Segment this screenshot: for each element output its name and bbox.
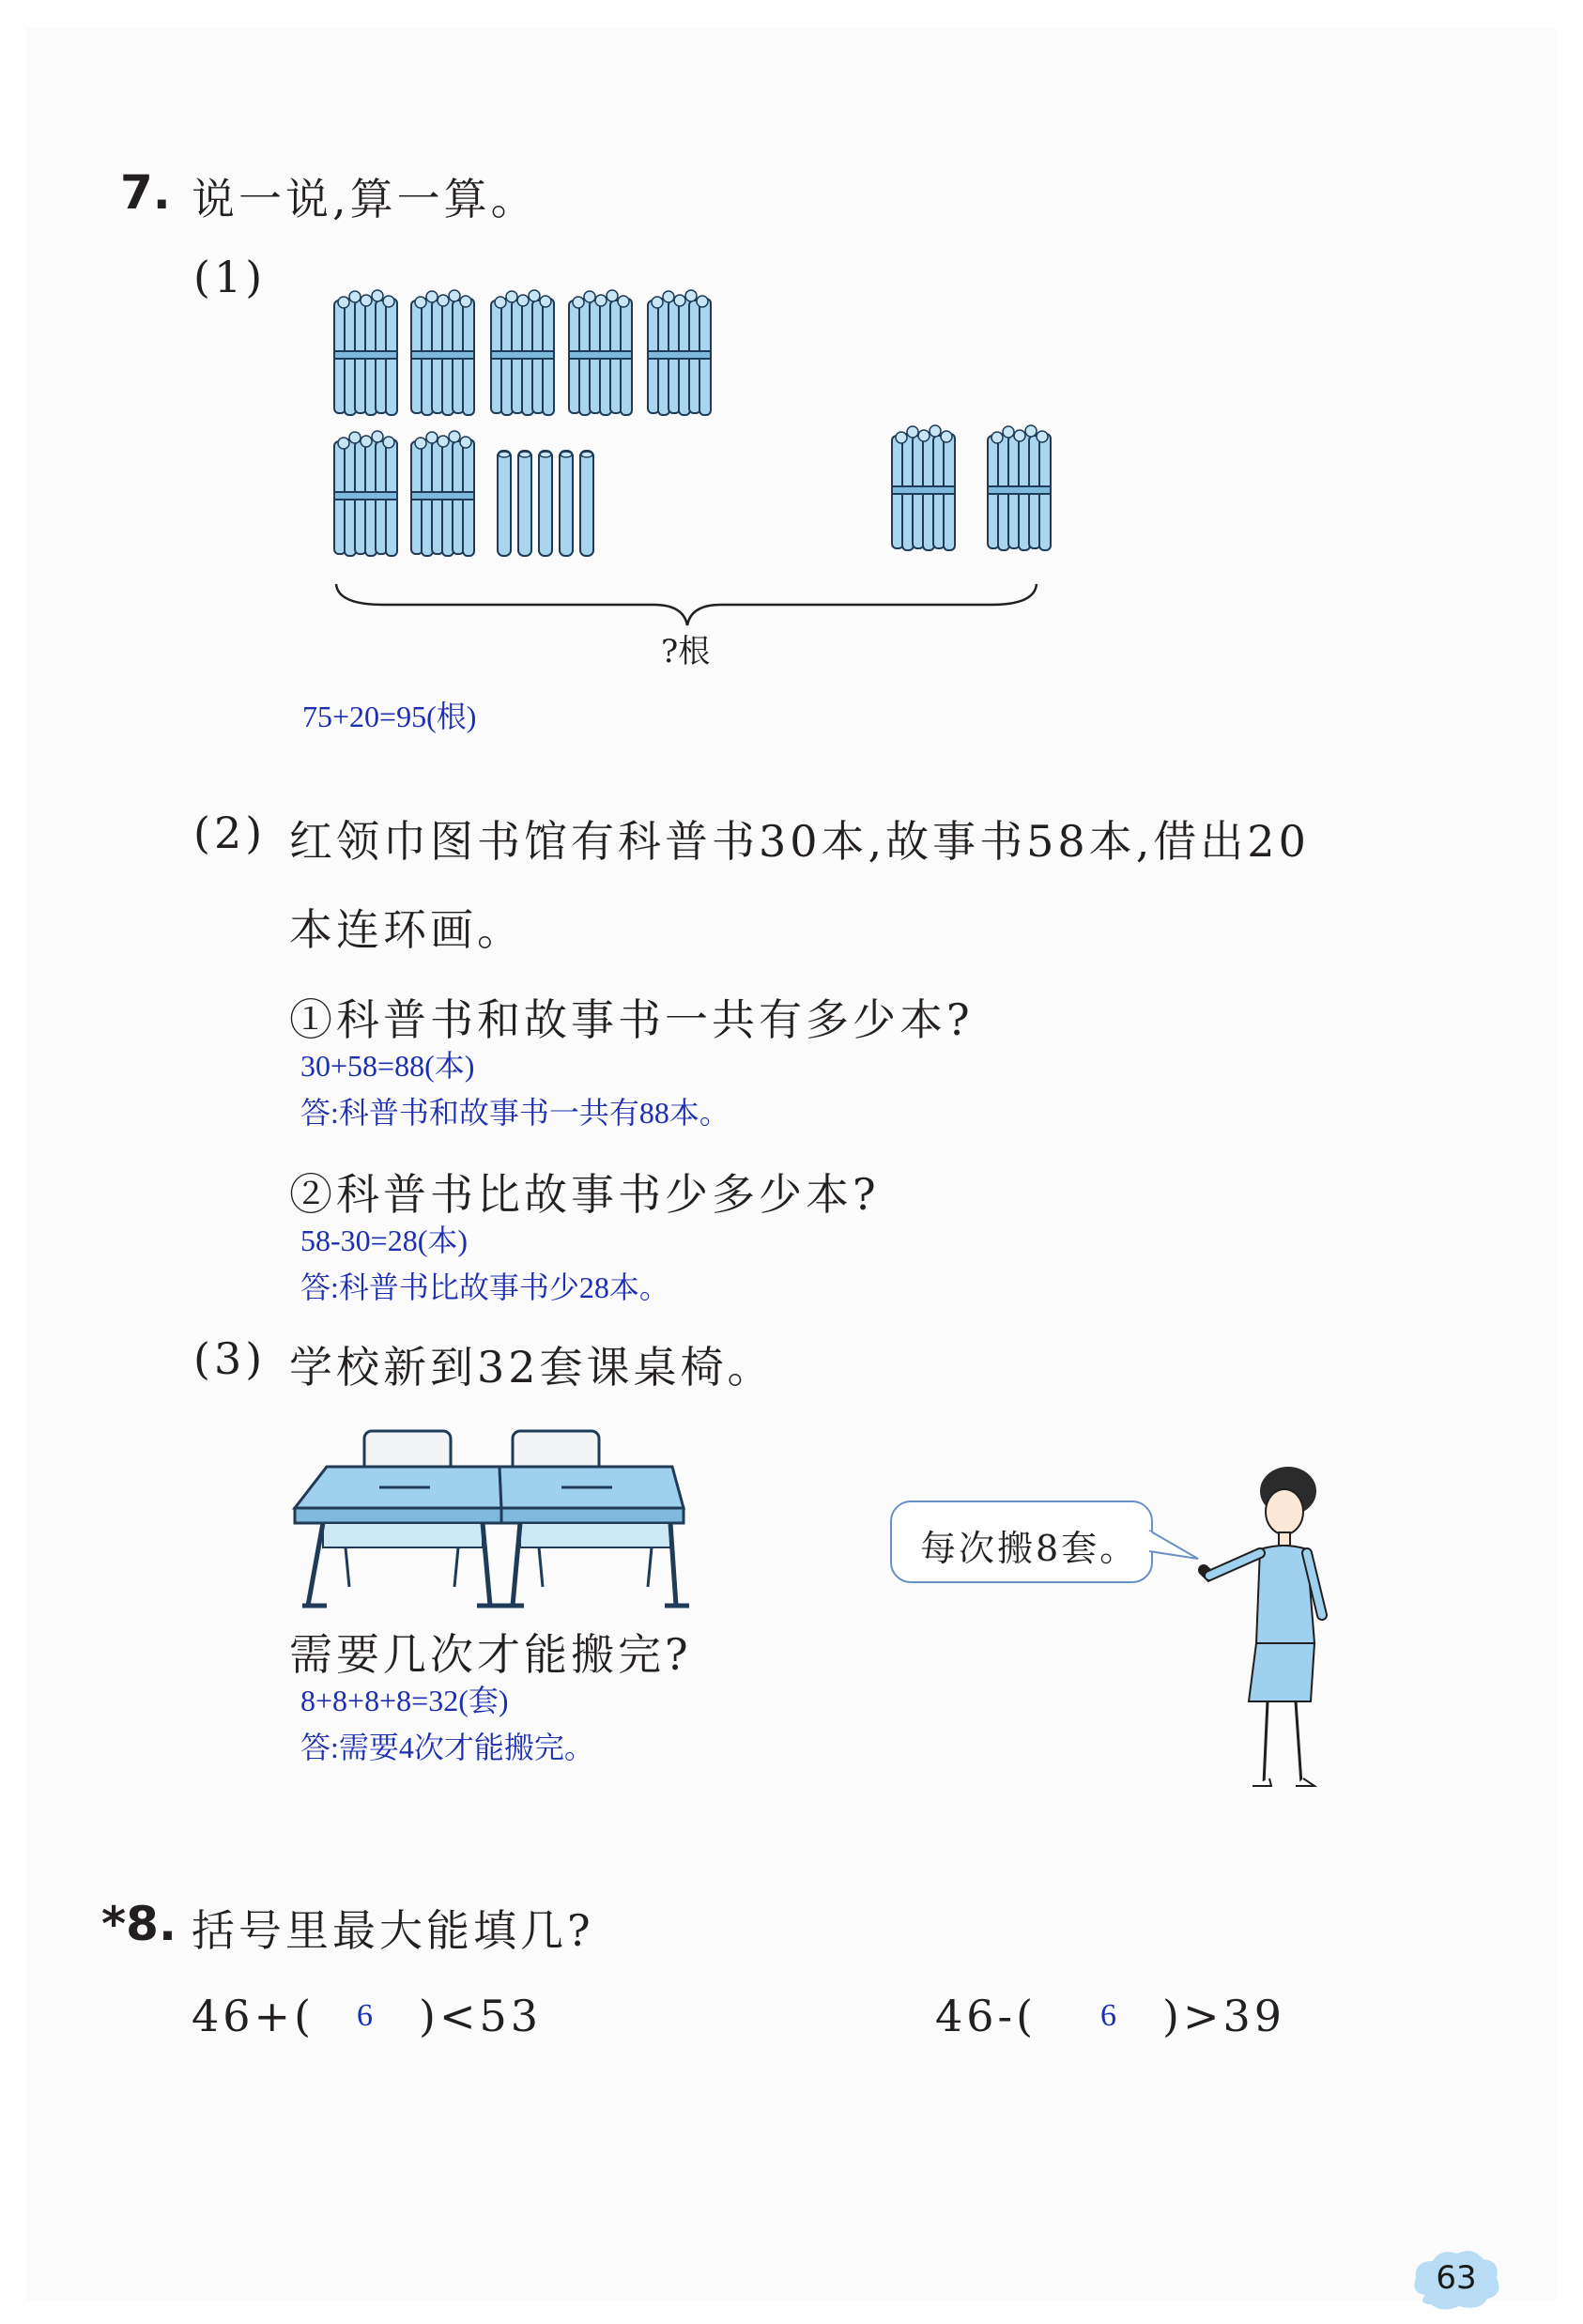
curly-brace — [336, 584, 1037, 625]
bundle-row-bottom — [334, 425, 1051, 556]
q7-number: 7. — [120, 165, 171, 220]
q7-title: 说一说,算一算。 — [192, 174, 538, 224]
page-number: 63 — [1436, 2259, 1477, 2297]
q7-p1-label: (1) — [193, 252, 267, 302]
teacher-illustration — [1191, 1455, 1360, 1812]
stick-bundles-illustration — [26, 28, 1557, 685]
p1-answer: 75+20=95(根) — [302, 700, 477, 733]
desks-chairs-illustration — [289, 1399, 702, 1624]
speech-bubble-text: 每次搬8套。 — [920, 1528, 1139, 1569]
brace-label: ?根 — [661, 633, 711, 670]
speech-bubble — [890, 1501, 1153, 1583]
q8-left-suffix: )<53 — [419, 1991, 543, 2041]
p3-calc: 8+8+8+8=32(套) — [300, 1684, 509, 1717]
page — [26, 28, 1557, 2301]
q7-p3-text: 学校新到32套课桌椅。 — [289, 1342, 775, 1393]
p2-sub1-calc: 30+58=88(本) — [300, 1049, 475, 1083]
q8-left-prefix: 46+( — [192, 1991, 315, 2041]
bundle-row-top — [334, 290, 711, 415]
p3-answer: 答:需要4次才能搬完。 — [300, 1731, 594, 1764]
q8-left-fill: 6 — [357, 1998, 373, 2033]
p2-sub2-question: ②科普书比故事书少多少本? — [289, 1169, 880, 1220]
q7-p3-label: (3) — [193, 1333, 267, 1384]
q7-p2-line1: 红领巾图书馆有科普书30本,故事书58本,借出20 — [289, 816, 1310, 867]
p2-sub2-answer: 答:科普书比故事书少28本。 — [300, 1270, 669, 1304]
p2-sub1-question: ①科普书和故事书一共有多少本? — [289, 994, 974, 1045]
p2-sub2-calc: 58-30=28(本) — [300, 1224, 469, 1257]
q7-p2-line2: 本连环画。 — [289, 904, 524, 955]
q8-title: 括号里最大能填几? — [192, 1905, 594, 1956]
page-number-badge — [1410, 2248, 1502, 2312]
q8-right-suffix: )>39 — [1162, 1991, 1286, 2041]
q8-right-fill: 6 — [1100, 1998, 1116, 2033]
q7-p2-label: (2) — [193, 808, 267, 858]
p3-question: 需要几次才能搬完? — [289, 1629, 692, 1680]
p2-sub1-answer: 答:科普书和故事书一共有88本。 — [300, 1096, 730, 1130]
q8-right-prefix: 46-( — [935, 1991, 1037, 2041]
q8-number: *8. — [101, 1897, 177, 1951]
